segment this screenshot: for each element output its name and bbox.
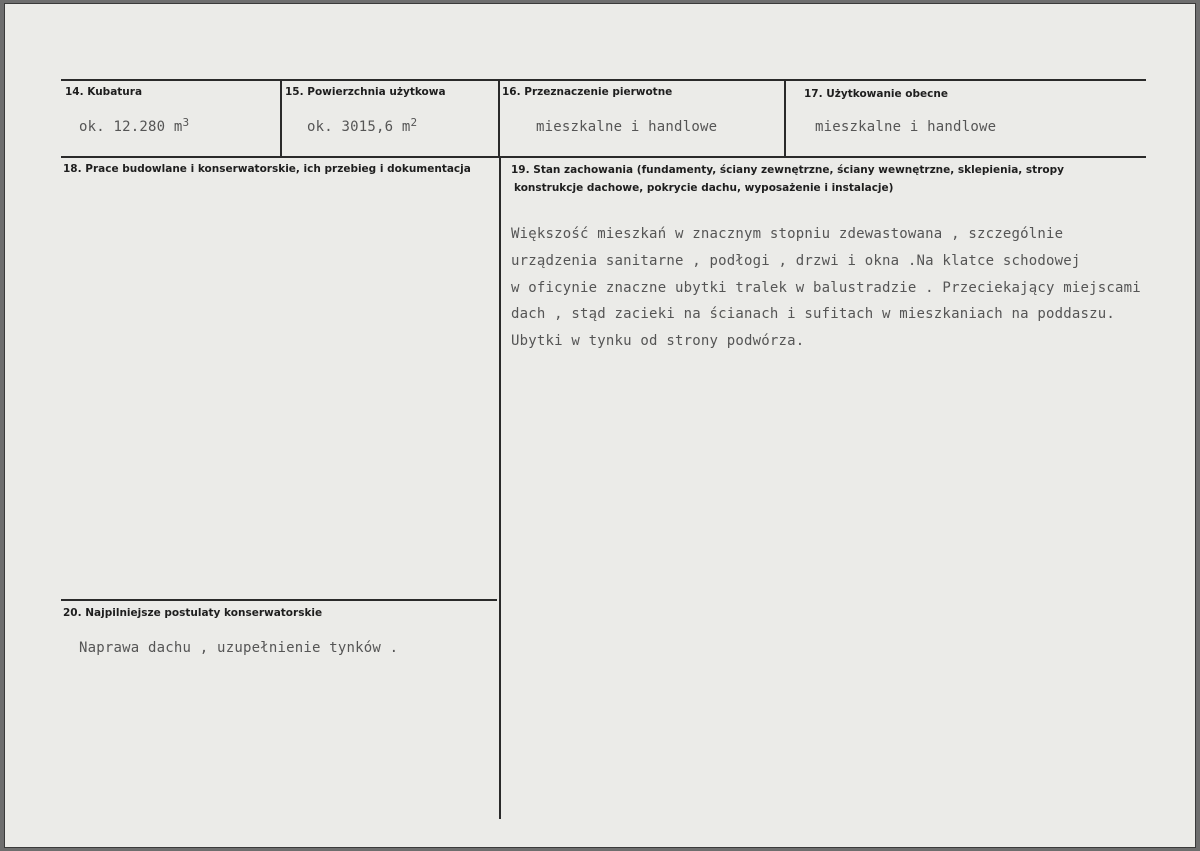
field-15-label: 15. Powierzchnia użytkowa — [285, 86, 446, 98]
field-20-value: Naprawa dachu , uzupełnienie tynków . — [79, 640, 399, 656]
field-17-label: 17. Użytkowanie obecne — [804, 88, 948, 100]
divider-14-15 — [280, 79, 282, 158]
field20-top-rule — [61, 599, 497, 601]
field-19-line: Ubytki w tynku od strony podwórza. — [511, 333, 805, 350]
field-19-label-line2: konstrukcje dachowe, pokrycie dachu, wyposażenie i instalacje) — [514, 182, 894, 194]
field-14-value-text: ok. 12.280 m — [79, 119, 183, 135]
field-15-unit-exponent: 2 — [410, 116, 418, 129]
row1-bottom-rule — [61, 156, 1146, 158]
field-15-value — [307, 116, 418, 135]
field-17-value: mieszkalne i handlowe — [815, 119, 997, 135]
field-19-text — [511, 221, 1141, 355]
divider-15-16 — [498, 79, 500, 158]
field-16-label: 16. Przeznaczenie pierwotne — [502, 86, 673, 98]
field-14-label: 14. Kubatura — [65, 86, 143, 98]
field-19-line: w oficynie znaczne ubytki tralek w balustradzie . Przeciekający miejscami — [511, 279, 1141, 296]
divider-16-17 — [784, 79, 786, 158]
field-19-line: urządzenia sanitarne , podłogi , drzwi i okna .Na klatce schodowej — [511, 252, 1081, 269]
field-14-unit-exponent: 3 — [182, 116, 190, 129]
field-16-value: mieszkalne i handlowe — [536, 119, 718, 135]
field-19-line: Większość mieszkań w znacznym stopniu zdewastowana , szczególnie — [511, 226, 1064, 242]
field-19-line: dach , stąd zacieki na ścianach i sufitach w mieszkaniach na poddaszu. — [511, 306, 1116, 323]
field-18-label: 18. Prace budowlane i konserwatorskie, ich przebieg i dokumentacja — [63, 163, 471, 175]
field-14-value — [79, 116, 190, 135]
main-vertical-divider — [499, 156, 501, 819]
top-rule — [61, 79, 1146, 81]
field-20-label: 20. Najpilniejsze postulaty konserwatorskie — [63, 607, 323, 619]
field-19-label-line1: 19. Stan zachowania (fundamenty, ściany zewnętrzne, ściany wewnętrzne, sklepienia, stropy — [511, 164, 1064, 176]
record-card — [4, 3, 1196, 848]
field-15-value-text: ok. 3015,6 m — [307, 119, 411, 135]
